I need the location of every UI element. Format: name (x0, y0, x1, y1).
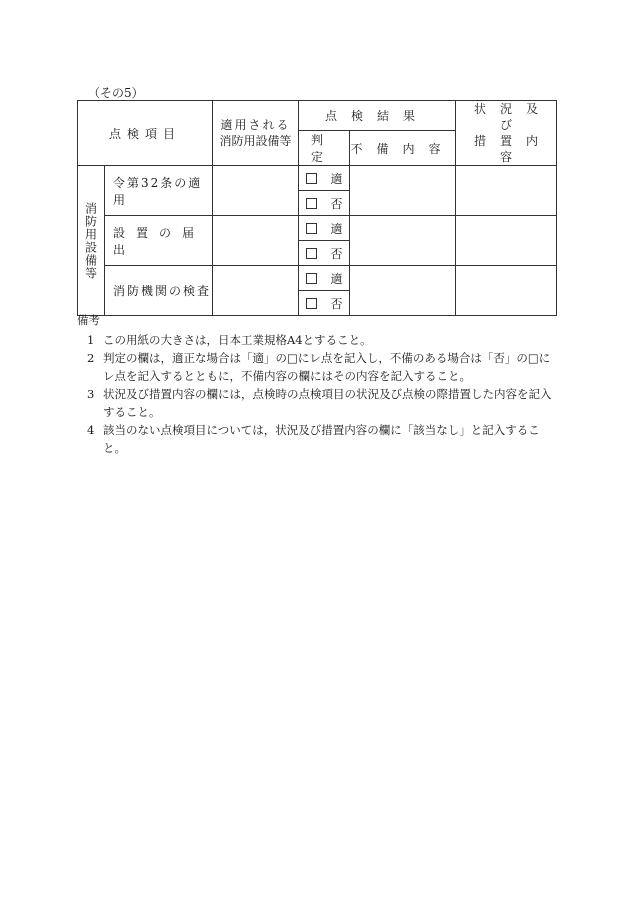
header-result: 点検結果 (299, 101, 456, 131)
status-cell-2[interactable] (456, 216, 557, 266)
notes-title: 備考 (77, 313, 100, 327)
item-label-3: 消防機関の検査 (105, 266, 213, 316)
page-label: （その5） (88, 86, 144, 100)
judgment-ng-1[interactable] (299, 191, 350, 216)
judgment-ok-1[interactable] (299, 166, 350, 191)
note-text: この用紙の大きさは，日本工業規格A4とすること。 (103, 333, 372, 347)
ng-label: 否 (330, 246, 343, 261)
ok-label: 適 (330, 171, 343, 186)
note-number: 2 (87, 351, 95, 365)
applied-cell-3[interactable] (213, 266, 299, 316)
ok-label: 適 (330, 221, 343, 236)
ng-label: 否 (330, 196, 343, 211)
note-item (77, 421, 557, 457)
header-deficiency: 不備内容 (350, 131, 456, 166)
item-label-2: 設置の届出 (105, 216, 213, 266)
header-applied-line1: 適用される (220, 118, 291, 132)
header-applied-line2: 消防用設備等 (219, 134, 292, 148)
note-number: 3 (87, 387, 95, 401)
judgment-ng-2[interactable] (299, 241, 350, 266)
item-label-1: 令第32条の適用 (105, 166, 213, 216)
note-item (77, 385, 557, 421)
note-number: 1 (87, 333, 95, 347)
checkbox-icon[interactable] (306, 248, 317, 259)
note-text: 該当のない点検項目については，状況及び措置内容の欄に「該当なし」と記入すること。 (103, 423, 540, 455)
note-number: 4 (87, 423, 95, 437)
deficiency-cell-1[interactable] (350, 166, 456, 216)
header-applied (213, 101, 299, 166)
header-status-line1: 状況及び (474, 102, 553, 132)
note-item (77, 331, 557, 349)
header-status (456, 101, 557, 166)
note-text: 判定の欄は，適正な場合は「適」の□にレ点を記入し，不備のある場合は「否」の□にレ点を記入するとともに，不備内容の欄にはその内容を記入すること。 (103, 351, 551, 383)
applied-cell-2[interactable] (213, 216, 299, 266)
notes-section (77, 311, 557, 457)
header-item: 点検項目 (78, 101, 213, 166)
note-item (77, 349, 557, 385)
inspection-table (77, 100, 557, 316)
deficiency-cell-3[interactable] (350, 266, 456, 316)
group-label: 消防用設備等 (83, 201, 98, 280)
judgment-ok-3[interactable] (299, 266, 350, 291)
checkbox-icon[interactable] (306, 173, 317, 184)
status-cell-1[interactable] (456, 166, 557, 216)
checkbox-icon[interactable] (306, 273, 317, 284)
note-text: 状況及び措置内容の欄には，点検時の点検項目の状況及び点検の際措置した内容を記入すること。 (103, 387, 552, 419)
deficiency-cell-2[interactable] (350, 216, 456, 266)
header-status-line2: 措置内容 (474, 134, 553, 164)
checkbox-icon[interactable] (306, 298, 317, 309)
checkbox-icon[interactable] (306, 223, 317, 234)
checkbox-icon[interactable] (306, 198, 317, 209)
status-cell-3[interactable] (456, 266, 557, 316)
ok-label: 適 (330, 271, 343, 286)
judgment-ok-2[interactable] (299, 216, 350, 241)
ng-label: 否 (330, 296, 343, 311)
group-label-cell (78, 166, 105, 316)
header-judgment: 判定 (299, 131, 350, 166)
applied-cell-1[interactable] (213, 166, 299, 216)
